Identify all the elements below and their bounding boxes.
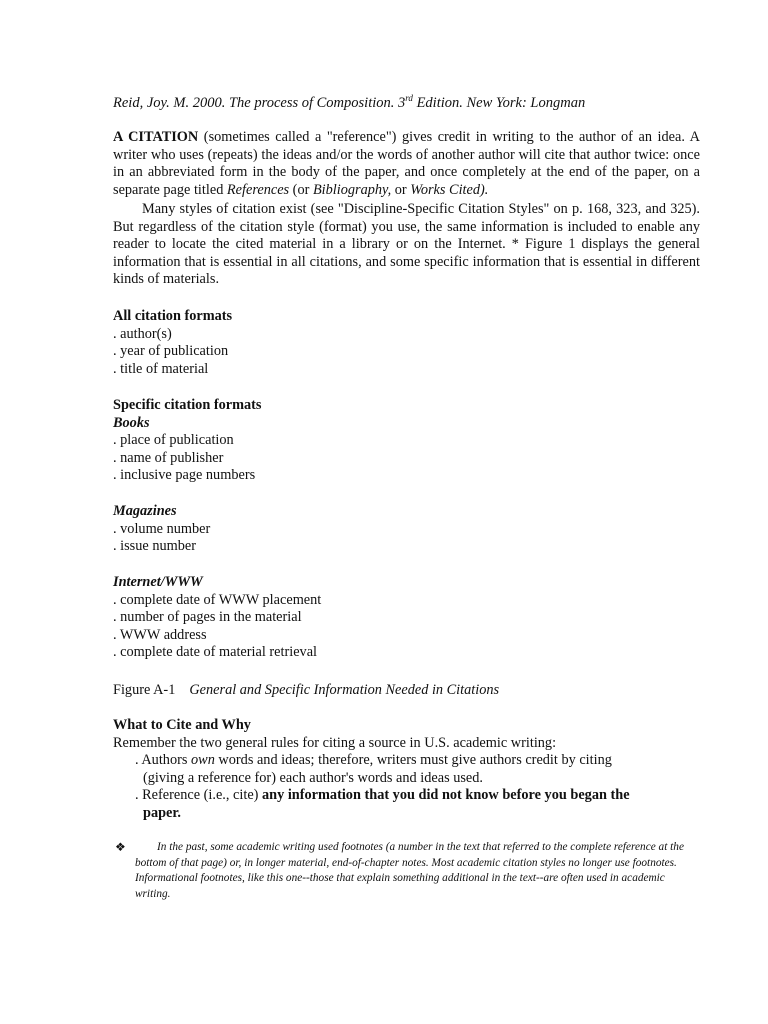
list-item: . WWW address bbox=[113, 626, 207, 643]
intro-works-cited-term: Works Cited). bbox=[410, 181, 489, 198]
reference-text-end: Edition. New York: Longman bbox=[412, 94, 586, 111]
what-to-cite-intro: Remember the two general rules for citing a source in U.S. academic writing: bbox=[113, 734, 557, 751]
books-heading: Books bbox=[113, 414, 150, 431]
list-item: . complete date of WWW placement bbox=[113, 591, 322, 608]
intro-bibliography-term: Bibliography, bbox=[312, 181, 392, 198]
specific-formats-heading: Specific citation formats bbox=[113, 397, 262, 413]
internet-section bbox=[113, 574, 321, 662]
list-item: . name of publisher bbox=[113, 449, 224, 466]
list-item: . number of pages in the material bbox=[113, 609, 302, 626]
rule-2-text: . Reference (i.e., cite) bbox=[135, 787, 263, 804]
magazines-heading: Magazines bbox=[113, 503, 177, 519]
list-item: . year of publication bbox=[113, 343, 229, 360]
styles-paragraph: Many styles of citation exist (see "Discipline-Specific Citation Styles" on p. 168, 323, and 325). But regardless of the citation style (format) you use, the same information is included to enable any reader to locate the cited material in a library or on the Internet. * Figure 1 displays the general information that is essential in all citations, and some specific information that is essential in different kinds of materials. bbox=[113, 201, 700, 288]
figure-title: General and Specific Information Needed in Citations bbox=[189, 682, 500, 698]
footnote bbox=[113, 840, 700, 902]
intro-text-2: (or bbox=[289, 181, 313, 198]
reference-superscript: rd bbox=[405, 93, 413, 103]
specific-formats-section bbox=[113, 397, 262, 485]
magazines-section bbox=[113, 503, 210, 556]
rule-1-text-2: words and ideas; therefore, writers must give authors credit by citing bbox=[214, 752, 612, 769]
reference-text: Reid, Joy. M. 2000. The process of Composition. 3 bbox=[113, 94, 406, 111]
figure-label: Figure A-1 bbox=[113, 682, 176, 698]
rule-1-emphasis: own bbox=[191, 752, 215, 769]
internet-heading: Internet/WWW bbox=[113, 574, 203, 590]
diamond-bullet-icon: ❖ bbox=[115, 840, 126, 854]
list-item: . title of material bbox=[113, 360, 209, 377]
list-item: . volume number bbox=[113, 520, 211, 537]
rule-2 bbox=[113, 787, 713, 822]
rule-2-continuation: paper. bbox=[143, 804, 182, 821]
intro-text-3: or bbox=[391, 181, 411, 198]
reference-line bbox=[113, 93, 585, 112]
list-item: . author(s) bbox=[113, 325, 172, 342]
figure-caption bbox=[113, 682, 499, 699]
rule-2-emphasis: any information that you did not know before you began the bbox=[262, 787, 630, 804]
what-to-cite-section bbox=[113, 717, 713, 823]
what-to-cite-heading: What to Cite and Why bbox=[113, 717, 251, 733]
all-formats-heading: All citation formats bbox=[113, 308, 233, 324]
list-item: . place of publication bbox=[113, 432, 234, 449]
rule-1 bbox=[113, 752, 713, 787]
citation-term: A CITATION bbox=[113, 129, 199, 145]
intro-paragraph bbox=[113, 129, 700, 199]
list-item: . complete date of material retrieval bbox=[113, 644, 318, 661]
intro-references-term: References bbox=[226, 181, 290, 198]
rule-1-text: . Authors bbox=[135, 752, 192, 769]
intro-text: (sometimes called a "reference") gives credit in writing to the author of an idea. A writer who uses (repeats) the ideas and/or the words of another author will cite that author twice: once in an abbreviated form in the body of the paper, and once completely at the end of the paper, on a separate page titled bbox=[113, 129, 700, 198]
list-item: . inclusive page numbers bbox=[113, 467, 256, 484]
all-formats-section bbox=[113, 308, 232, 378]
rule-1-continuation: (giving a reference for) each author's words and ideas used. bbox=[143, 769, 483, 786]
footnote-text: In the past, some academic writing used footnotes (a number in the text that referred to the complete reference at the bottom of that page) or, in longer material, end-of-chapter notes. Most academic citation styles no longer use footnotes. Informational footnotes, like this one--those that explain something additional in the text--are often used in academic writing. bbox=[135, 841, 684, 900]
list-item: . issue number bbox=[113, 538, 196, 555]
